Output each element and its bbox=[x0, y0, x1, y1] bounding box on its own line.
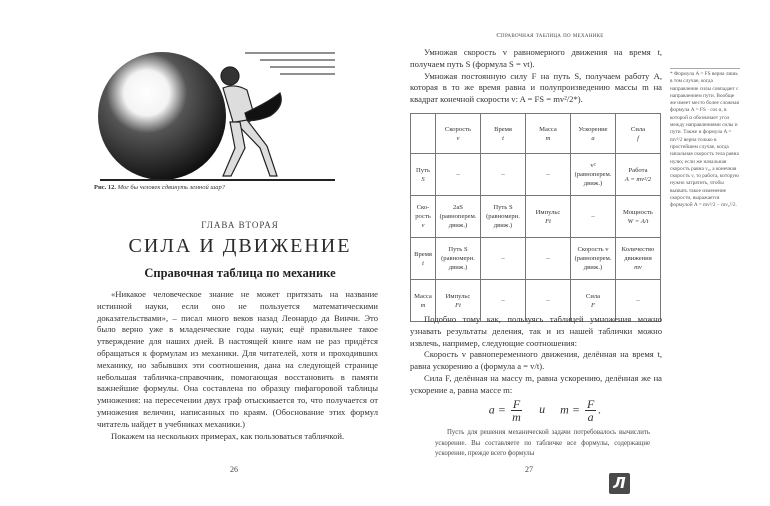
figure-caption-text: Мог бы человек сдвинуть земной шар? bbox=[117, 184, 226, 191]
section-title: Справочная таблица по механике bbox=[144, 266, 336, 280]
table-corner-cell bbox=[411, 114, 436, 154]
table-cell: – bbox=[616, 280, 661, 322]
right-after-table-text bbox=[410, 314, 662, 397]
figure-illustration bbox=[95, 48, 335, 183]
fraction: $\frac{F}{m}$ bbox=[512, 397, 521, 424]
table-header-cell: Время t bbox=[481, 114, 526, 154]
table-cell: v² (равноперем. движ.) bbox=[571, 154, 616, 196]
table-header-cell: Ускорение a bbox=[571, 114, 616, 154]
table-row-header: Масса m bbox=[411, 280, 436, 322]
table-cell: – bbox=[481, 154, 526, 196]
table-header-row bbox=[411, 114, 661, 154]
table-cell: – bbox=[436, 154, 481, 196]
table-row bbox=[411, 154, 661, 196]
publisher-logo-icon: Л bbox=[609, 473, 630, 494]
table-header-cell: Масса m bbox=[526, 114, 571, 154]
table-cell: – bbox=[526, 154, 571, 196]
table-cell: – bbox=[481, 280, 526, 322]
paragraph: Покажем на нескольких примерах, как пользоваться табличкой. bbox=[111, 430, 345, 441]
chapter-label: ГЛАВА ВТОРАЯ bbox=[201, 220, 279, 230]
table-cell: Импульс Ft bbox=[436, 280, 481, 322]
right-intro-text bbox=[410, 47, 662, 106]
table-row-header: Время t bbox=[411, 238, 436, 280]
formula-var: a bbox=[488, 402, 495, 417]
table-cell: Сила F bbox=[571, 280, 616, 322]
figure-caption bbox=[94, 184, 225, 191]
table-cell: Импульс Ft bbox=[526, 196, 571, 238]
man-pushing-globe-icon bbox=[95, 48, 335, 183]
table-cell: Скорость v (равноперем. движ.) bbox=[571, 238, 616, 280]
paragraph: Умножая скорость v равномерного движения на время t, получаем путь S (формула S = vt). bbox=[410, 47, 662, 69]
page-number-left: 26 bbox=[230, 465, 238, 474]
table-cell: – bbox=[526, 280, 571, 322]
table-cell: – bbox=[481, 238, 526, 280]
table-row bbox=[411, 196, 661, 238]
table-cell: – bbox=[571, 196, 616, 238]
table-header-cell: Скорость v bbox=[436, 114, 481, 154]
right-page bbox=[385, 0, 770, 506]
paragraph: Подобно тому как, пользуясь таблицей умножения можно узнавать результаты деления, так и из нашей таблички можно извлечь, например, следующие соотношения: bbox=[410, 314, 662, 348]
paragraph: Пусть для решения механической задачи потребовалось вычислить ускорение. Вы составляете по табличке все формулы, содержащие ускорение, прежде всего формулы bbox=[435, 429, 650, 457]
table-cell: – bbox=[526, 238, 571, 280]
formula-conjunction: и bbox=[539, 402, 546, 417]
footnote: * Формула A = FS верна лишь в том случае, когда направление силы совпадает с направлением пути. Вообще же имеет место более сложная формула A = FS · cos α, в которой α обозначает угол между направлениями силы и пути. Также и формула A = mv²/2 верна только в простейшем случае, когда начальная скорость тела равна нулю; если же начальная скорость равна v₀, а конечная скорость v, то работа, которую нужно затратить, чтобы вызвать такое изменение скорости, выражается формулой A = mv²/2 − mv₀²/2. bbox=[670, 71, 739, 209]
formula-display: a = $\frac{F}{m}$ и m = $\frac{F}{a}$ . bbox=[488, 397, 602, 424]
table-cell: Путь S (равномерн. движ.) bbox=[436, 238, 481, 280]
page-number-right: 27 bbox=[525, 465, 533, 474]
paragraph: «Никакое человеческое знание не может притязать на название истинной науки, если оно не пользуется математическими доказательствами», – писал много веков назад Леонардо да Винчи. Это было верно уже в младенческие годы науки; ещё правильнее такое утверждение для наших дней. В настоящей книге нам не раз придётся обращаться к формулам из механики. Для читателей, хотя и проходивших механику, но забывших эти соотношения, дана на следующей странице небольшая табличка-справочник, помогающая восстановить в памяти важнейшие формулы. Она составлена по образцу пифагоровой таблицы умножения: на пересечении двух граф отыскивается то, что получается от умножения величин, написанных по краям. (Обоснование этих формул читатель найдет в учебниках механики.) bbox=[97, 289, 378, 429]
table-row-header: Путь S bbox=[411, 154, 436, 196]
chapter-title: СИЛА И ДВИЖЕНИЕ bbox=[128, 235, 352, 257]
running-head: Справочная таблица по механике bbox=[496, 32, 604, 39]
left-body-text bbox=[97, 289, 378, 442]
closing-text bbox=[435, 428, 650, 460]
table-row-header: Ско-рость v bbox=[411, 196, 436, 238]
formula-var: m bbox=[560, 402, 569, 417]
mechanics-reference-table bbox=[410, 113, 661, 322]
table-cell: Количество движения mv bbox=[616, 238, 661, 280]
table-cell: 2aS (равноперем. движ.) bbox=[436, 196, 481, 238]
table-cell: Мощность W = A/t bbox=[616, 196, 661, 238]
table-row bbox=[411, 238, 661, 280]
footnote-divider bbox=[670, 68, 740, 69]
table-header-cell: Сила f bbox=[616, 114, 661, 154]
figure-caption-label: Рис. 12. bbox=[94, 184, 116, 191]
paragraph: Скорость v равнопеременного движения, делённая на время t, равна ускорению a (формула a = v/t). bbox=[410, 349, 662, 372]
table-cell: Путь S (равномерн. движ.) bbox=[481, 196, 526, 238]
paragraph: Сила F, делённая на массу m, равна ускорению, делённая же на ускорение a, равна массе m: bbox=[410, 372, 662, 395]
table-cell: Работа A = mv²/2 bbox=[616, 154, 661, 196]
paragraph: Умножая постоянную силу F на путь S, получаем работу A, которая в то же время равна и полупроизведению массы m на квадрат конечной скорости v: A = FS = mv²/2*). bbox=[410, 70, 662, 105]
fraction: $\frac{F}{a}$ bbox=[586, 397, 595, 424]
